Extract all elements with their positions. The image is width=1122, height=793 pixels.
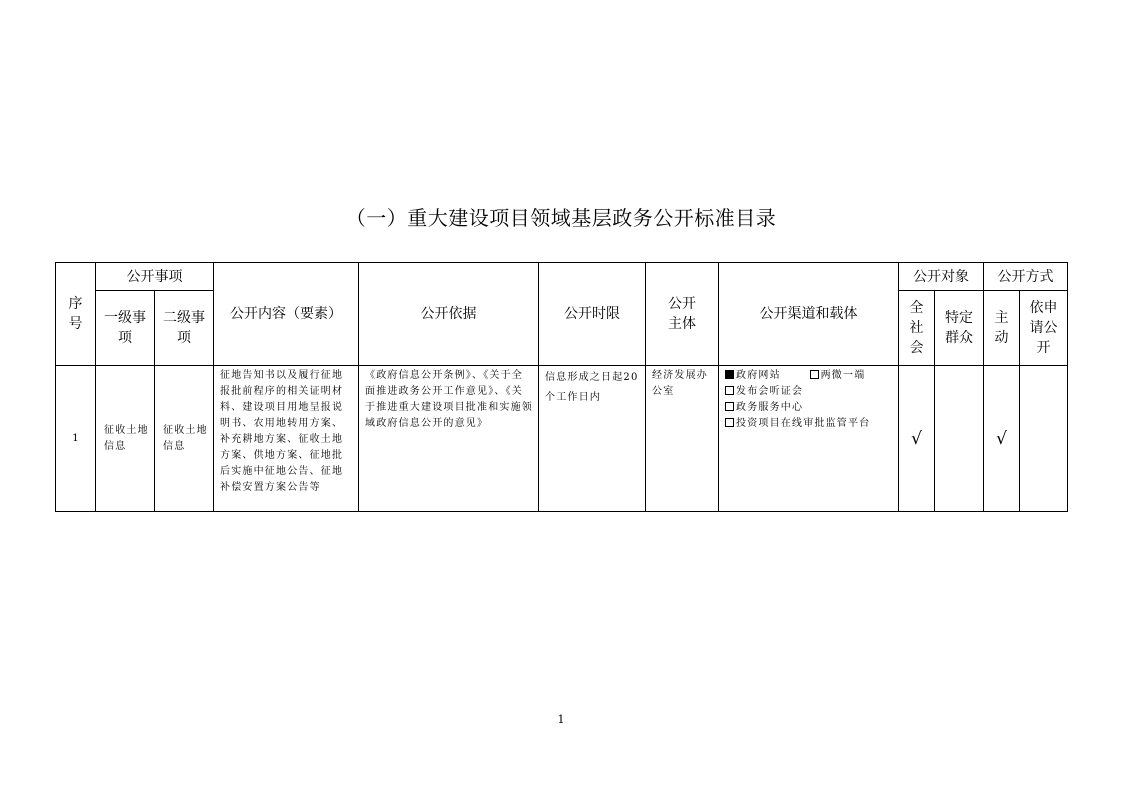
checkbox-empty-icon — [810, 370, 819, 379]
header-level2: 二级事项 — [155, 291, 214, 366]
channel-option-press-hearing: 发布会听证会 — [725, 384, 893, 400]
checkbox-empty-icon — [725, 386, 734, 395]
header-content: 公开内容（要素） — [214, 263, 359, 366]
header-active: 主动 — [984, 291, 1020, 366]
cell-specific-group — [935, 366, 984, 512]
header-subject: 公开主体 — [646, 263, 719, 366]
channel-option-service-center: 政务服务中心 — [725, 400, 893, 416]
checkbox-empty-icon — [725, 418, 734, 427]
table-row — [56, 366, 1068, 512]
page-title: （一）重大建设项目领域基层政务公开标准目录 — [345, 206, 777, 230]
header-specific-group: 特定群众 — [935, 291, 984, 366]
header-public-items: 公开事项 — [96, 263, 214, 291]
header-seq: 序号 — [56, 263, 96, 366]
cell-level1: 征收土地信息 — [96, 366, 155, 512]
cell-channels — [719, 366, 899, 512]
cell-subject: 经济发展办公室 — [646, 366, 719, 512]
channel-option-online-platform: 投资项目在线审批监管平台 — [725, 416, 893, 432]
page-number: 1 — [557, 713, 565, 726]
cell-active-check: √ — [984, 366, 1020, 512]
cell-basis: 《政府信息公开条例》、《关于全面推进政务公开工作意见》、《关于推进重大建设项目批准和实施领域政府信息公开的意见》 — [359, 366, 539, 512]
channel-option-gov-website: 政府网站 — [725, 370, 781, 381]
cell-time-limit: 信息形成之日起20个工作日内 — [539, 366, 646, 512]
checkbox-checked-icon — [725, 370, 734, 379]
catalog-table — [55, 262, 1068, 512]
header-level1: 一级事项 — [96, 291, 155, 366]
header-time-limit: 公开时限 — [539, 263, 646, 366]
header-basis: 公开依据 — [359, 263, 539, 366]
cell-seq: 1 — [56, 366, 96, 512]
channel-option-two-micro-one-end: 两微一端 — [810, 370, 866, 381]
cell-level2: 征收土地信息 — [155, 366, 214, 512]
cell-content: 征地告知书以及履行征地报批前程序的相关证明材料、建设项目用地呈报说明书、农用地转用方案、补充耕地方案、征收土地方案、供地方案、征地批后实施中征地公告、征地补偿安置方案公告等 — [214, 366, 359, 512]
cell-on-request — [1020, 366, 1068, 512]
header-whole-society: 全社会 — [899, 291, 935, 366]
cell-whole-society-check: √ — [899, 366, 935, 512]
header-on-request: 依申请公开 — [1020, 291, 1068, 366]
header-method: 公开方式 — [984, 263, 1068, 291]
header-channel: 公开渠道和载体 — [719, 263, 899, 366]
header-audience: 公开对象 — [899, 263, 984, 291]
checkbox-empty-icon — [725, 402, 734, 411]
